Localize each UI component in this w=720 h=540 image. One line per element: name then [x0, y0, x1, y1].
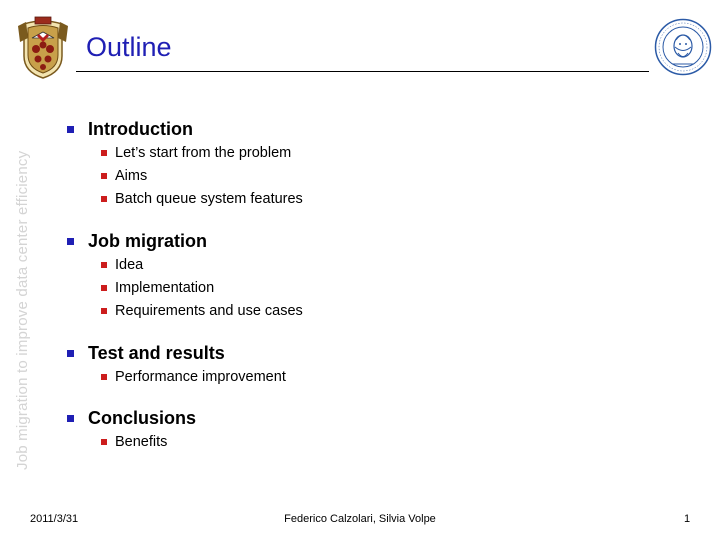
list-item: Let’s start from the problem: [64, 143, 303, 166]
crest-icon: [16, 16, 70, 80]
list-item: Performance improvement: [64, 367, 286, 390]
sub-bullet-icon: [101, 173, 107, 179]
outline-section-test-and-results: [64, 342, 286, 390]
section-bullet-icon: [67, 350, 74, 357]
page-title: Outline: [86, 32, 172, 62]
footer-authors: Federico Calzolari, Silvia Volpe: [284, 513, 436, 525]
sub-bullet-icon: [101, 285, 107, 291]
title-divider: [76, 71, 649, 72]
list-item: Implementation: [64, 278, 303, 301]
outline-section-introduction: [64, 118, 303, 212]
section-title: Introduction: [88, 119, 193, 139]
sub-bullet-icon: [101, 439, 107, 445]
university-seal-icon: [654, 18, 712, 76]
list-item: Requirements and use cases: [64, 301, 303, 324]
section-title: Test and results: [88, 343, 225, 363]
footer-date: 2011/3/31: [30, 513, 79, 525]
sub-bullet-icon: [101, 262, 107, 268]
sub-bullet-icon: [101, 308, 107, 314]
outline-section-job-migration: [64, 230, 303, 324]
sub-bullet-icon: [101, 150, 107, 156]
section-bullet-icon: [67, 415, 74, 422]
outline-section-conclusions: [64, 407, 196, 455]
section-bullet-icon: [67, 126, 74, 133]
side-caption: Job migration to improve data center efficiency: [14, 150, 31, 470]
page-number: 1: [684, 513, 691, 525]
section-title: Conclusions: [88, 408, 197, 428]
list-item: Batch queue system features: [64, 189, 303, 212]
sub-bullet-icon: [101, 196, 107, 202]
list-item: Idea: [64, 255, 303, 278]
section-bullet-icon: [67, 238, 74, 245]
sub-bullet-icon: [101, 374, 107, 380]
list-item: Aims: [64, 166, 303, 189]
section-title: Job migration: [88, 231, 208, 251]
list-item: Benefits: [64, 432, 196, 455]
